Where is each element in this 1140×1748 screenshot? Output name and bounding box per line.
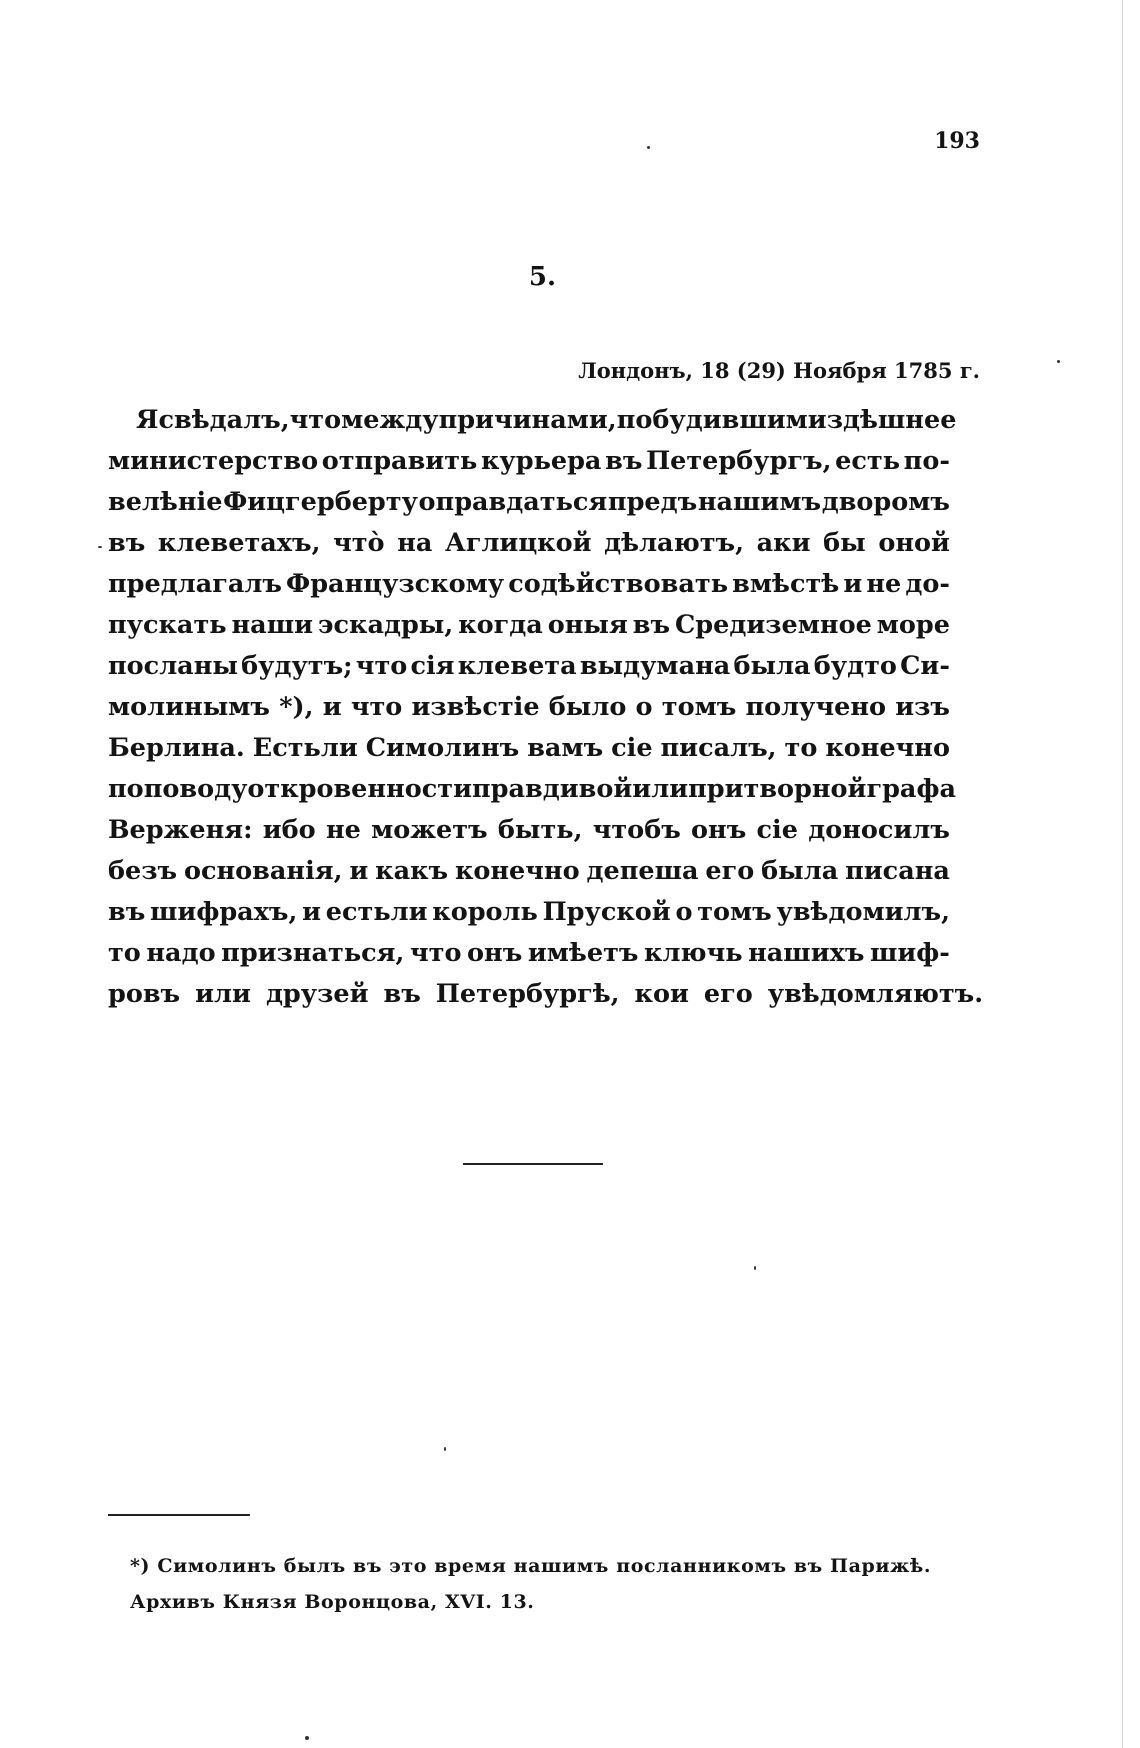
body-word: конечно xyxy=(825,733,950,763)
section-divider xyxy=(463,1163,603,1165)
footnote-rule xyxy=(108,1514,250,1516)
body-word: и xyxy=(302,897,322,927)
body-word: въ xyxy=(632,610,671,640)
body-line xyxy=(108,564,950,605)
body-word: король xyxy=(432,897,538,927)
body-word: предлагалъ xyxy=(108,569,282,599)
body-word: что xyxy=(289,405,342,435)
body-word: эскадры, xyxy=(317,610,454,640)
source-citation: Архивъ Князя Воронцова, XVI. 13. xyxy=(130,1591,535,1613)
scan-speck xyxy=(98,546,102,548)
body-word: Аглицкой xyxy=(445,528,592,558)
body-word: его xyxy=(705,856,755,886)
body-word: имѣетъ xyxy=(527,938,639,968)
body-word: оправдаться xyxy=(418,487,608,517)
body-word: свѣдалъ, xyxy=(158,405,290,435)
body-word: томъ xyxy=(697,897,772,927)
letter-body xyxy=(108,400,984,1015)
body-word: клеветахъ, xyxy=(157,528,321,558)
body-word: увѣдомилъ, xyxy=(776,897,950,927)
body-word: въ xyxy=(383,979,421,1009)
scan-speck xyxy=(754,1266,756,1270)
body-word: по xyxy=(108,774,144,804)
body-word: признаться, xyxy=(221,938,405,968)
body-word: можетъ xyxy=(371,815,488,845)
body-word: бы xyxy=(823,528,866,558)
body-word: друзей xyxy=(265,979,369,1009)
body-word: море xyxy=(876,610,950,640)
body-line xyxy=(108,933,950,974)
body-word: и xyxy=(349,856,369,886)
body-word: что xyxy=(355,651,408,681)
body-word: изъ xyxy=(895,692,950,722)
body-word: на xyxy=(397,528,433,558)
body-word: то xyxy=(108,938,141,968)
body-word: будто xyxy=(813,651,897,681)
body-line xyxy=(108,851,950,892)
body-word: до- xyxy=(905,569,950,599)
body-word: Берлина. xyxy=(108,733,245,763)
body-word: писана xyxy=(845,856,950,886)
body-word: побудившими xyxy=(616,405,827,435)
body-line xyxy=(108,810,950,851)
scan-edge-line xyxy=(1122,0,1123,1748)
body-word: правдивой xyxy=(472,774,633,804)
body-word: томъ xyxy=(661,692,737,722)
body-word: въ xyxy=(108,528,146,558)
body-word: основанія, xyxy=(183,856,343,886)
body-word: сіе xyxy=(611,733,653,763)
body-word: нашимъ xyxy=(697,487,822,517)
body-word: какъ xyxy=(375,856,449,886)
body-word: Петербургѣ, xyxy=(435,979,620,1009)
body-word: естьли xyxy=(325,897,428,927)
body-word: шиф- xyxy=(869,938,950,968)
body-word: шифрахъ, xyxy=(150,897,298,927)
body-word: предъ xyxy=(607,487,698,517)
body-word: была xyxy=(733,651,811,681)
body-word: Пруской xyxy=(542,897,671,927)
body-word: о xyxy=(635,692,653,722)
letter-dateline: Лондонъ, 18 (29) Ноября 1785 г. xyxy=(578,358,980,383)
body-word: вамъ xyxy=(527,733,604,763)
scan-speck xyxy=(444,1447,446,1451)
body-word: что xyxy=(350,692,403,722)
body-word: или xyxy=(632,774,689,804)
body-word: ибо xyxy=(262,815,316,845)
body-word: Фицгерберту xyxy=(223,487,418,517)
body-word: аки xyxy=(756,528,811,558)
body-word: поводу xyxy=(143,774,248,804)
body-word: и xyxy=(843,569,863,599)
body-word: получено xyxy=(745,692,887,722)
body-word: нашихъ xyxy=(748,938,865,968)
body-word: Французскому xyxy=(286,569,505,599)
body-line xyxy=(108,646,950,687)
body-word: сіе xyxy=(756,815,798,845)
body-word: вмѣстѣ xyxy=(732,569,840,599)
body-line xyxy=(108,482,950,523)
body-word: не xyxy=(866,569,902,599)
body-word: отправить xyxy=(321,446,478,476)
body-word: извѣстіе xyxy=(411,692,540,722)
body-word: Естьли xyxy=(252,733,358,763)
body-word: содѣйствовать xyxy=(508,569,729,599)
body-word: въ xyxy=(108,897,146,927)
body-word: сія xyxy=(410,651,455,681)
body-word: откровенности xyxy=(247,774,472,804)
body-line xyxy=(108,441,950,482)
body-word: Средиземное xyxy=(675,610,872,640)
body-word: оной xyxy=(878,528,950,558)
body-line xyxy=(108,769,956,810)
body-word: было xyxy=(548,692,627,722)
body-word: Симолинъ xyxy=(365,733,520,763)
body-word: министерство xyxy=(108,446,319,476)
body-word: онъ xyxy=(467,938,523,968)
body-word: Си- xyxy=(900,651,950,681)
body-word: Я xyxy=(136,405,159,435)
body-word: конечно xyxy=(454,856,580,886)
body-word: депеша xyxy=(586,856,699,886)
scan-speck xyxy=(1057,360,1060,363)
body-word: выдумана xyxy=(579,651,731,681)
body-line xyxy=(108,728,950,769)
body-line xyxy=(108,687,950,728)
body-word: молинымъ xyxy=(108,692,270,722)
body-word: клевета xyxy=(457,651,577,681)
body-word: Верженя: xyxy=(108,815,253,845)
body-word: велѣніе xyxy=(108,487,223,517)
body-word: была xyxy=(761,856,839,886)
body-word: посланы xyxy=(108,651,238,681)
body-word: чтобъ xyxy=(592,815,681,845)
body-word: дворомъ xyxy=(821,487,950,517)
body-word: наши xyxy=(231,610,314,640)
body-word: по- xyxy=(903,446,950,476)
body-word: въ xyxy=(605,446,643,476)
body-word: дѣлаютъ, xyxy=(604,528,744,558)
body-word: притворной xyxy=(688,774,867,804)
footnote: *) Симолинъ былъ въ это время нашимъ посланникомъ въ Парижѣ. xyxy=(130,1555,932,1577)
body-word: оныя xyxy=(547,610,628,640)
body-word: увѣдомляютъ. xyxy=(767,979,984,1009)
body-word: *), xyxy=(279,692,314,722)
body-word: его xyxy=(703,979,753,1009)
body-word: пускать xyxy=(108,610,227,640)
body-word: не xyxy=(325,815,361,845)
scan-speck xyxy=(305,1736,309,1740)
body-line xyxy=(108,523,950,564)
body-word: что xyxy=(409,938,462,968)
page-number: 193 xyxy=(934,128,980,154)
body-line xyxy=(108,400,957,441)
body-line xyxy=(108,892,950,933)
body-word: есть xyxy=(835,446,900,476)
body-word: причинами, xyxy=(438,405,617,435)
body-word: о xyxy=(675,897,693,927)
body-word: будутъ; xyxy=(241,651,353,681)
body-word: быть, xyxy=(497,815,583,845)
body-word: чтò xyxy=(333,528,385,558)
body-word: онъ xyxy=(691,815,747,845)
body-word: безъ xyxy=(108,856,178,886)
body-word: ключь xyxy=(644,938,743,968)
body-word: или xyxy=(195,979,251,1009)
section-number: 5. xyxy=(528,262,557,292)
body-word: когда xyxy=(458,610,543,640)
scan-speck xyxy=(647,146,650,149)
body-word: ровъ xyxy=(108,979,181,1009)
body-word: Петербургъ, xyxy=(646,446,832,476)
body-word: то xyxy=(784,733,818,763)
body-word: кои xyxy=(634,979,689,1009)
body-word: доносилъ xyxy=(808,815,950,845)
body-word: курьера xyxy=(481,446,602,476)
body-word: между xyxy=(341,405,439,435)
body-line xyxy=(108,974,984,1015)
body-line xyxy=(108,605,950,646)
body-word: и xyxy=(322,692,342,722)
body-word: надо xyxy=(146,938,216,968)
body-word: графа xyxy=(866,774,956,804)
body-word: писалъ, xyxy=(660,733,777,763)
body-word: здѣшнее xyxy=(826,405,957,435)
